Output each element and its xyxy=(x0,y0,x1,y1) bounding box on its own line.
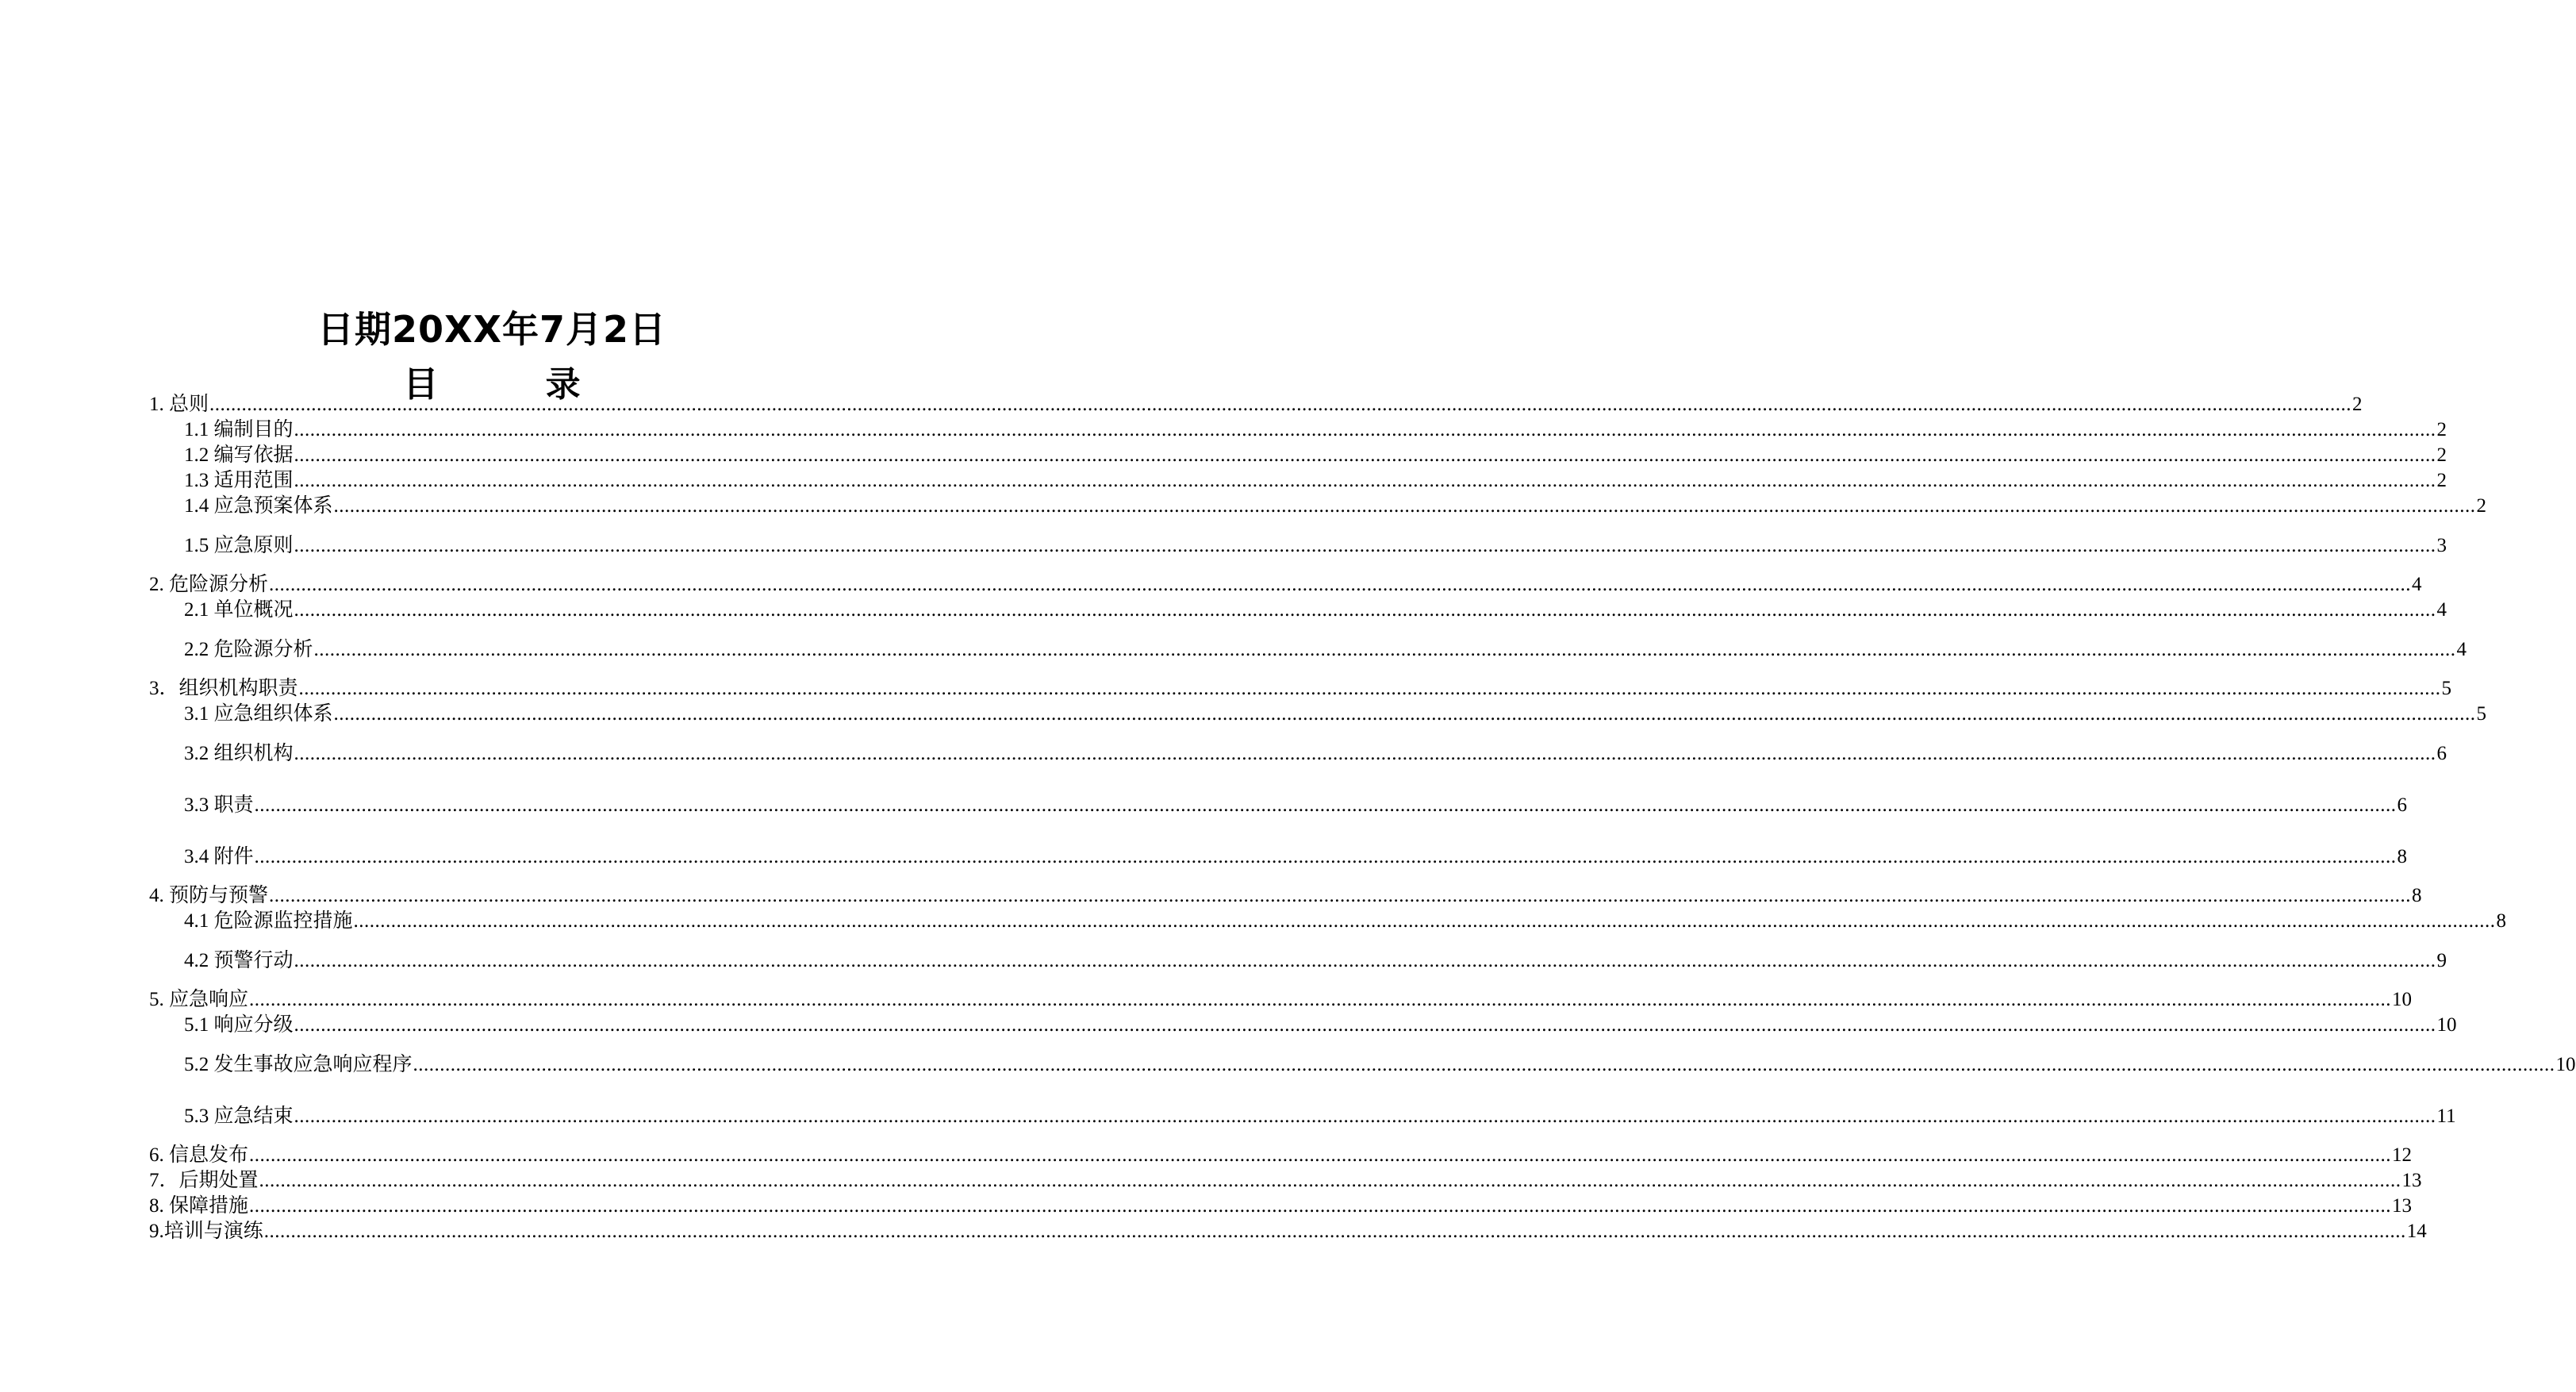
toc-entry-page: 8 xyxy=(2397,846,2408,867)
toc-entry-page: 6 xyxy=(2436,743,2447,764)
toc-entry[interactable] xyxy=(149,1194,2413,1219)
toc-entry[interactable] xyxy=(149,392,2363,417)
toc-entry-label: 1.1 编制目的 xyxy=(184,419,294,440)
date-title: 日期20XX年7月2日 xyxy=(317,308,666,351)
toc-entry-label: 2. 危险源分析 xyxy=(149,574,269,595)
toc-entry-page: 5 xyxy=(2476,703,2487,725)
toc-entry[interactable] xyxy=(184,793,2408,818)
dot-leader: ................................................................................................................................................................................................................................................................................................................................................................................................................ xyxy=(294,419,2436,440)
toc-entry-label: 6. 信息发布 xyxy=(149,1144,249,1166)
toc-title: 目 录 xyxy=(403,364,628,405)
toc-entry[interactable] xyxy=(149,676,2452,702)
toc-entry-label: 9.培训与演练 xyxy=(149,1221,263,1242)
toc-entry-label: 3.4 附件 xyxy=(184,846,254,867)
dot-leader: ................................................................................................................................................................................................................................................................................................................................................................................................................ xyxy=(294,535,2436,556)
toc-entry-label: 5. 应急响应 xyxy=(149,989,249,1010)
toc-entry-page: 11 xyxy=(2436,1106,2456,1127)
toc-entry-page: 10 xyxy=(2555,1054,2576,1075)
toc-entry[interactable] xyxy=(149,1168,2422,1194)
toc-entry-page: 10 xyxy=(2436,1014,2457,1036)
toc-entry-page: 4 xyxy=(2412,574,2422,595)
toc-entry-page: 8 xyxy=(2496,910,2507,932)
dot-leader: ................................................................................................................................................................................................................................................................................................................................................................................................................ xyxy=(333,703,2476,725)
dot-leader: ................................................................................................................................................................................................................................................................................................................................................................................................................ xyxy=(413,1054,2555,1075)
toc-entry-label: 7．后期处置 xyxy=(149,1170,259,1191)
dot-leader: ................................................................................................................................................................................................................................................................................................................................................................................................................ xyxy=(298,678,2441,699)
toc-entry-page: 4 xyxy=(2436,599,2447,621)
toc-entry[interactable] xyxy=(184,741,2447,767)
toc-entry-page: 10 xyxy=(2392,989,2413,1010)
dot-leader: ................................................................................................................................................................................................................................................................................................................................................................................................................ xyxy=(269,574,2412,595)
toc-entry-label: 5.1 响应分级 xyxy=(184,1014,294,1036)
toc-entry-page: 2 xyxy=(2476,495,2487,517)
toc-entry-label: 3.3 职责 xyxy=(184,794,254,816)
dot-leader: ................................................................................................................................................................................................................................................................................................................................................................................................................ xyxy=(333,495,2476,517)
dot-leader: ................................................................................................................................................................................................................................................................................................................................................................................................................ xyxy=(294,599,2436,621)
toc-entry-label: 8. 保障措施 xyxy=(149,1195,249,1217)
toc-entry-page: 2 xyxy=(2436,444,2447,466)
toc-entry-page: 6 xyxy=(2397,794,2408,816)
toc-entry[interactable] xyxy=(149,883,2422,909)
toc-entry-page: 2 xyxy=(2352,394,2363,415)
dot-leader: ................................................................................................................................................................................................................................................................................................................................................................................................................ xyxy=(294,743,2436,764)
toc-entry-label: 3.1 应急组织体系 xyxy=(184,703,333,725)
toc-entry[interactable] xyxy=(184,443,2447,468)
dot-leader: ................................................................................................................................................................................................................................................................................................................................................................................................................ xyxy=(294,470,2436,491)
toc-entry[interactable] xyxy=(184,598,2447,623)
toc-entry[interactable] xyxy=(184,468,2447,494)
toc-entry-label: 1.2 编写依据 xyxy=(184,444,294,466)
toc-entry-page: 13 xyxy=(2392,1195,2413,1217)
toc-entry[interactable] xyxy=(184,1052,2576,1078)
toc-entry[interactable] xyxy=(184,1013,2457,1038)
toc-entry[interactable] xyxy=(184,533,2447,559)
toc-entry-page: 12 xyxy=(2392,1144,2413,1166)
toc-entry-label: 1.5 应急原则 xyxy=(184,535,294,556)
toc-entry-page: 2 xyxy=(2436,419,2447,440)
toc-entry-page: 13 xyxy=(2401,1170,2422,1191)
dot-leader: ................................................................................................................................................................................................................................................................................................................................................................................................................ xyxy=(263,1221,2406,1242)
dot-leader: ................................................................................................................................................................................................................................................................................................................................................................................................................ xyxy=(313,639,2456,660)
toc-entry[interactable] xyxy=(149,1143,2413,1168)
dot-leader: ................................................................................................................................................................................................................................................................................................................................................................................................................ xyxy=(269,885,2412,906)
dot-leader: ................................................................................................................................................................................................................................................................................................................................................................................................................ xyxy=(294,1014,2436,1036)
dot-leader: ................................................................................................................................................................................................................................................................................................................................................................................................................ xyxy=(294,444,2436,466)
toc-entry[interactable] xyxy=(184,844,2408,870)
toc-entry-page: 14 xyxy=(2406,1221,2427,1242)
toc-entry[interactable] xyxy=(184,948,2447,974)
toc-entry-label: 4.2 预警行动 xyxy=(184,950,294,971)
toc-entry-page: 5 xyxy=(2441,678,2452,699)
toc-entry[interactable] xyxy=(184,702,2487,727)
toc-entry-label: 2.1 单位概况 xyxy=(184,599,294,621)
toc-entry-label: 2.2 危险源分析 xyxy=(184,639,313,660)
toc-entry[interactable] xyxy=(184,494,2487,519)
toc-entry[interactable] xyxy=(149,572,2422,598)
toc-entry-label: 5.3 应急结束 xyxy=(184,1106,294,1127)
dot-leader: ................................................................................................................................................................................................................................................................................................................................................................................................................ xyxy=(353,910,2496,932)
toc-entry-page: 3 xyxy=(2436,535,2447,556)
toc-entry-label: 4.1 危险源监控措施 xyxy=(184,910,353,932)
dot-leader: ................................................................................................................................................................................................................................................................................................................................................................................................................ xyxy=(254,846,2397,867)
toc-entry-label: 1.4 应急预案体系 xyxy=(184,495,333,517)
toc-entry-page: 9 xyxy=(2436,950,2447,971)
toc-entry-page: 8 xyxy=(2412,885,2422,906)
toc-entry[interactable] xyxy=(149,1219,2427,1244)
dot-leader: ................................................................................................................................................................................................................................................................................................................................................................................................................ xyxy=(294,1106,2436,1127)
toc-entry-label: 3．组织机构职责 xyxy=(149,678,298,699)
toc-entry-page: 4 xyxy=(2456,639,2467,660)
toc-entry-label: 4. 预防与预警 xyxy=(149,885,269,906)
toc-entry-label: 5.2 发生事故应急响应程序 xyxy=(184,1054,413,1075)
toc-entry[interactable] xyxy=(184,909,2507,934)
toc-entry[interactable] xyxy=(184,637,2467,663)
toc-entry[interactable] xyxy=(149,987,2413,1013)
toc-entry-label: 1.3 适用范围 xyxy=(184,470,294,491)
toc-entry[interactable] xyxy=(184,1104,2456,1129)
dot-leader: ................................................................................................................................................................................................................................................................................................................................................................................................................ xyxy=(249,1144,2392,1166)
toc-entry[interactable] xyxy=(184,417,2447,443)
toc-entry-page: 2 xyxy=(2436,470,2447,491)
dot-leader: ................................................................................................................................................................................................................................................................................................................................................................................................................ xyxy=(209,394,2352,415)
toc-entry-label: 1. 总则 xyxy=(149,394,209,415)
dot-leader: ................................................................................................................................................................................................................................................................................................................................................................................................................ xyxy=(294,950,2436,971)
dot-leader: ................................................................................................................................................................................................................................................................................................................................................................................................................ xyxy=(249,989,2392,1010)
dot-leader: ................................................................................................................................................................................................................................................................................................................................................................................................................ xyxy=(259,1170,2401,1191)
toc-entry-label: 3.2 组织机构 xyxy=(184,743,294,764)
dot-leader: ................................................................................................................................................................................................................................................................................................................................................................................................................ xyxy=(249,1195,2392,1217)
dot-leader: ................................................................................................................................................................................................................................................................................................................................................................................................................ xyxy=(254,794,2397,816)
